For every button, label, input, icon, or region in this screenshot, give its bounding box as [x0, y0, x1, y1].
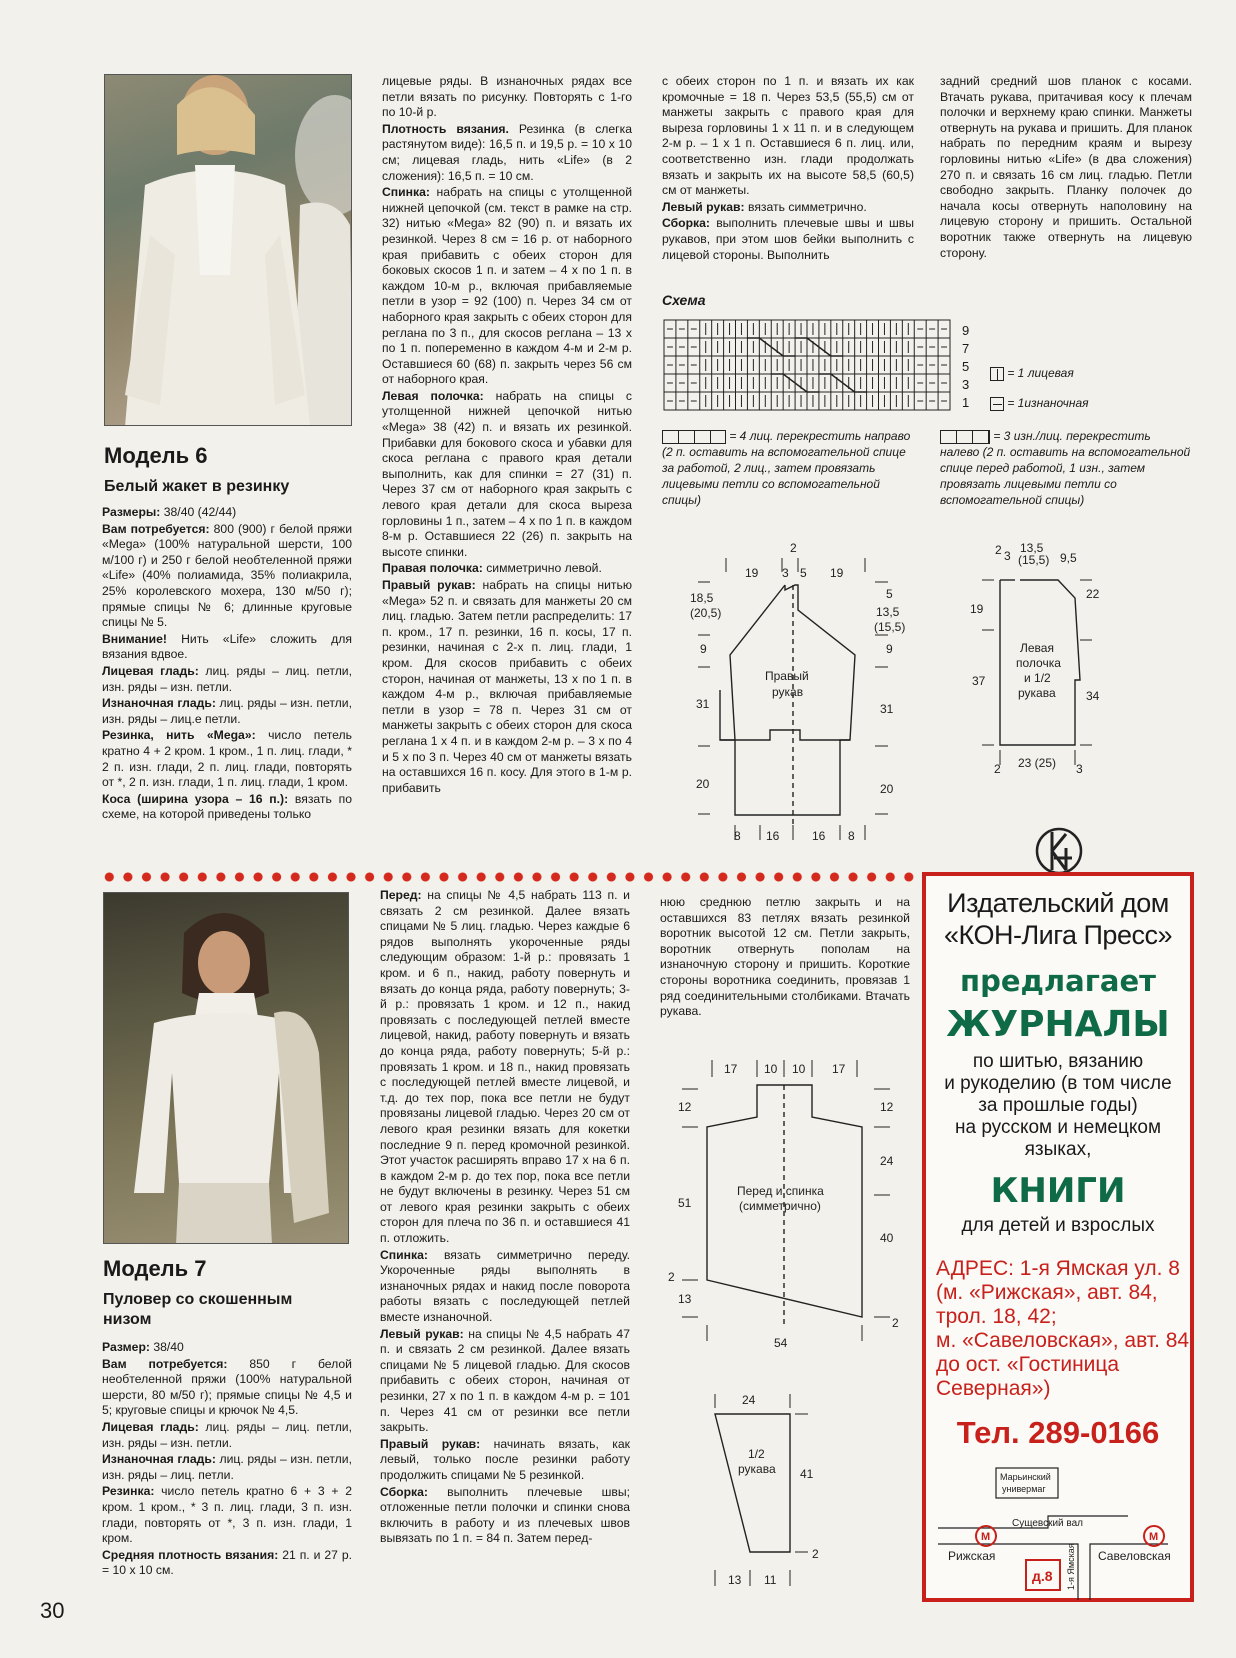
- sleeve7-right-2: 2: [812, 1547, 819, 1561]
- front-left-37: 37: [972, 674, 986, 688]
- m6c3-paragraph: Левый рукав: вязать симметрично.: [662, 199, 867, 214]
- m7c2-paragraph: Сборка: выполнить плечевые швы; отложенные петли полочки и спинки снова включить в работу и из плечевых швов вывязать по 1 п. = 84 п. Затем перед-: [380, 1484, 630, 1546]
- sleeve-left-31: 31: [696, 697, 710, 711]
- sleeve-top-3: 3: [782, 566, 789, 580]
- cross-right-icon: [662, 430, 726, 444]
- m7c1-paragraph: Средняя плотность вязания: 21 п. и 27 р. = 10 x 10 см.: [102, 1547, 352, 1578]
- m6c1-paragraph: Лицевая гладь: лиц. ряды – лиц. петли, изн. ряды – изн. петли.: [102, 663, 352, 694]
- sleeve7-bottom-13: 13: [728, 1573, 742, 1587]
- m6c1-paragraph: Резинка, нить «Mega»: число петель кратно 4 + 2 кром. 1 кром., 1 п. лиц. глади, * 2 п. изн. глади, 2 п. лиц. глади, повторять от *, 2 п. изн. глади, 1 п. лиц. глади, 1 кром.: [102, 728, 352, 790]
- ad-publisher-line1: Издательский дом: [947, 888, 1169, 918]
- map-house: д.8: [1032, 1568, 1053, 1584]
- m7c1-paragraph: Изнаночная гладь: лиц. ряды – изн. петли, изн. ряды – лиц. петли.: [102, 1452, 352, 1482]
- ad-books-for: для детей и взрослых: [961, 1215, 1155, 1236]
- legend-face-icon: [990, 367, 1004, 381]
- legend-purl-icon: [990, 397, 1004, 411]
- cable-chart: [662, 318, 962, 414]
- schema-row-5: 5: [962, 359, 970, 374]
- front-label-1: Левая: [1020, 641, 1054, 655]
- body-top-10-left: 10: [764, 1062, 778, 1076]
- model7-column-1: [102, 1340, 352, 1580]
- front-right-34: 34: [1086, 689, 1100, 703]
- schema-title: Схема: [662, 292, 706, 308]
- m6c2-paragraph: лицевые ряды. В изнаночных рядах все петли вязать по рисунку. Повторять с 1-го по 10-й р.: [382, 74, 632, 120]
- map-street-1: Сущевский вал: [1012, 1518, 1084, 1529]
- body-label-1: Перед и спинка: [737, 1184, 824, 1198]
- m6c2-paragraph: Спинка: набрать на спицы с утолщенной нижней цепочкой (см. текст в рамке на стр. 32) нитью «Mega» 82 (90) п. и вязать их резинкой. Через 8 см = 16 р. от наборного края прибавить с обеих сторон для боковых скосов 1 п. и затем – 4 x по 1 п. в каждом 10-м р., включая прибавляемые петли в узор = 92 (100) п. Через 34 см от наборного края закрыть с обеих сторон для реглана по 3 п., для скосов реглана – 13 x по 1 п. попеременно в каждом 4-м и 2-м р. Оставшиеся 60 (68) п. закрыть через 56 см от наборного края.: [382, 185, 632, 387]
- ad-books: КНИГИ: [990, 1171, 1126, 1211]
- front-left-19: 19: [970, 602, 984, 616]
- m7c3-paragraph: нюю среднюю петлю закрыть и на оставшихся 83 петлях вязать резинкой воротник высотой 12 см. Петли закрыть, воротник отвернуть пополам на изнаночную сторону и пришить. Короткие стороны воротника соединить, провязав 1 ряд соединительными столбиками. Втачать рукава.: [660, 895, 910, 1019]
- model7-subtitle: Пуловер со скошенным низом: [103, 1291, 293, 1328]
- sleeve-top-right-19: 19: [830, 566, 844, 580]
- body-top-17-left: 17: [724, 1062, 738, 1076]
- m7c1-paragraph: Размер: 38/40: [102, 1340, 184, 1354]
- model6-subtitle: Белый жакет в резинку: [104, 478, 290, 495]
- sleeve7-right-41: 41: [800, 1467, 814, 1481]
- model7-photo: [103, 892, 349, 1244]
- sleeve7-label-1: 1/2: [748, 1447, 765, 1461]
- m7c2-paragraph: Спинка: вязать симметрично переду. Укороченные ряды выполнять в изнаночных рядах и накид после поворота работы вязать с последующей петлей вместе изнаночной.: [380, 1247, 630, 1325]
- ad-address: АДРЕС: 1-я Ямская ул. 8 (м. «Рижская», авт. 84, трол. 18, 42; м. «Савеловская», авт. 84 до ост. «Гостиница Северная»): [936, 1257, 1190, 1400]
- legend-purl: = 1изнаночная: [990, 396, 1089, 411]
- sleeve7-bottom-11: 11: [764, 1573, 777, 1587]
- sleeve-right-13-5: 13,5: [876, 605, 900, 619]
- sleeve-right-31: 31: [880, 702, 894, 716]
- front-label-2: полочка: [1016, 656, 1061, 670]
- sleeve-left-9: 9: [700, 642, 707, 656]
- body-right-2: 2: [892, 1316, 899, 1330]
- sleeve-right-9: 9: [886, 642, 893, 656]
- front-top-15-5: (15,5): [1018, 553, 1050, 567]
- m7c2-paragraph: Левый рукав: на спицы № 4,5 набрать 47 п. и связать 2 см резинкой. Далее вязать спицами № 5 лицевой гладью. Для скосов прибавить с обеих сторон, начиная от резинки, 27 x по 1 п. в каждом 4-м р. = 101 п. Через 41 см от резинки все петли закрыть.: [380, 1326, 630, 1435]
- sleeve-bottom-8-right: 8: [848, 829, 855, 843]
- front-top-2: 2: [995, 543, 1002, 557]
- map-store-1: Марьинский: [1000, 1472, 1051, 1482]
- schema-row-7: 7: [962, 341, 970, 356]
- m6c1-paragraph: Размеры: 38/40 (42/44): [102, 505, 237, 519]
- m6c3-paragraph: с обеих сторон по 1 п. и вязать их как кромочные = 18 п. Через 53,5 (55,5) см от манжеты закрыть с правого края для выреза горловины 1 x 11 п. и в следующем 2-м р. – 1 x 1 п. Оставшиеся 6 п. лиц. или, соответственно изн. глади продолжать вязать и закрыть их на высоте 58,5 (60,5) см от манжеты.: [662, 74, 914, 198]
- m7c1-paragraph: Вам потребуется: 850 г белой необтеленной пряжи (100% натуральной шерсти, 80 м/50 г); прямые спицы № 4,5 и 5; круговые спицы и крючок № 4,5.: [102, 1356, 352, 1418]
- model7-photo-art: [104, 893, 349, 1244]
- model6-photo: [104, 74, 352, 426]
- sleeve-right-5: 5: [886, 587, 893, 601]
- m6c1-paragraph: Вам потребуется: 800 (900) г белой пряжи «Mega» (100% натуральной шерсти, 100 м/100 г) и 250 г белой необтеленной пряжи «Life» (40% полиамида, 35% полиакрила, 25% королевского мохера, 130 м/50 г); прямые спицы № 6; длинные круговые спицы № 5.: [102, 521, 353, 630]
- model7-title: Модель 7: [103, 1256, 207, 1281]
- ad-location-map: [928, 1464, 1190, 1604]
- schema-row-9: 9: [962, 323, 970, 338]
- body-left-51: 51: [678, 1196, 692, 1210]
- body-label-2: (симметрично): [739, 1199, 821, 1213]
- body-right-40: 40: [880, 1231, 894, 1245]
- body-left-13: 13: [678, 1292, 692, 1306]
- front-label-4: рукава: [1018, 686, 1056, 700]
- sleeve-left-18-5: 18,5: [690, 591, 714, 605]
- m6c1-paragraph: Внимание! Нить «Life» сложить для вязания вдвое.: [102, 631, 352, 662]
- m7c2-paragraph: Правый рукав: начинать вязать, как левый, только после резинки работу продолжить спицами № 5 резинкой.: [380, 1436, 630, 1482]
- model6-column-1: [102, 505, 352, 824]
- publisher-logo-icon: [1028, 818, 1090, 880]
- m6c1-paragraph: Изнаночная гладь: лиц. ряды – изн. петли, изн. ряды – лиц.е петли.: [102, 696, 352, 726]
- front-right-22: 22: [1086, 587, 1100, 601]
- model6-column-2: [382, 74, 632, 797]
- model6-column-3: [662, 74, 914, 264]
- model7-sleeve-diagram: [700, 1392, 840, 1592]
- model6-sleeve-diagram: [690, 540, 920, 850]
- schema-row-3: 3: [962, 377, 970, 392]
- map-metro-2: Савеловская: [1098, 1549, 1171, 1563]
- sleeve-right-20: 20: [880, 782, 894, 796]
- schema-row-numbers: [962, 322, 969, 412]
- publisher-ad: [922, 872, 1194, 1602]
- front-bottom-3: 3: [1076, 762, 1083, 776]
- front-bottom-2: 2: [994, 762, 1001, 776]
- m6c2-paragraph: Левая полочка: набрать на спицы с утолщенной нижней цепочкой нитью «Mega» 38 (42) п. и вязать их резинкой. Прибавки для бокового скоса и убавки для скоса реглана с правого края детали выполнить, как для спинки = 27 (31) п. Через 37 см от наборного края закрыть с левого края детали для скоса выреза горловины 1 п., затем – 4 x по 1 п. в каждом 8-м р. Оставшиеся 22 (26) п. закрыть на высоте спинки.: [382, 388, 632, 559]
- sleeve-top-2: 2: [790, 541, 797, 555]
- m7c1-paragraph: Лицевая гладь: лиц. ряды – лиц. петли, изн. ряды – изн. петли.: [102, 1419, 352, 1450]
- sleeve-bottom-16-left: 16: [766, 829, 780, 843]
- m6c2-paragraph: Плотность вязания. Резинка (в слегка растянутом виде): 16,5 п. и 19,5 р. = 10 x 10 см; лицевая гладь, нить «Life» (в 2 сложения): 16,5 п. = 10 см.: [382, 121, 632, 183]
- model6-photo-art: [105, 75, 352, 426]
- sleeve7-label-2: рукава: [738, 1462, 776, 1476]
- body-right-12: 12: [880, 1100, 894, 1114]
- m6c4-paragraph: задний средний шов планок с косами. Втачать рукава, притачивая косу к плечам полочки и верхнему краю спинки. Манжеты отвернуть на рукава и пришить. Для планок набрать по передним краям и вырезу горловины нитью «Life» (в два сложения) 270 п. и связать 16 см лиц. гладью. Петли свободно закрыть. Планку полочек до начала косы отвернуть наполовину на лицевую сторону и пришить. Остальной воротник также отвернуть на лицевую сторону.: [940, 74, 1192, 260]
- model7-column-3: [660, 895, 910, 1021]
- sleeve-top-left-19: 19: [745, 566, 759, 580]
- model7-column-2: [380, 888, 630, 1548]
- sleeve-bottom-16-right: 16: [812, 829, 826, 843]
- legend-face: = 1 лицевая: [990, 366, 1074, 381]
- body-bottom-54: 54: [774, 1336, 788, 1350]
- sleeve-left-20: 20: [696, 777, 710, 791]
- map-metro-symbol-1: М: [981, 1531, 991, 1543]
- front-top-13-5: 13,5: [1020, 541, 1044, 555]
- front-bottom-23-25: 23 (25): [1018, 756, 1057, 770]
- page-number: 30: [40, 1598, 65, 1623]
- map-metro-1: Рижская: [948, 1549, 996, 1563]
- cross-right-legend: = 4 лиц. перекрестить направо (2 п. оставить на вспомогательной спице за работой, 2 лиц., затем провязать лицевыми петли со вспомогательной спицы): [662, 429, 911, 507]
- sleeve-bottom-8-left: 8: [734, 829, 741, 843]
- sleeve-right-15-5: (15,5): [874, 620, 906, 634]
- ad-journals: ЖУРНАЛЫ: [946, 1004, 1170, 1045]
- m6c2-paragraph: Правая полочка: симметрично левой.: [382, 561, 602, 576]
- ad-phone: Тел. 289-0166: [956, 1415, 1160, 1450]
- ad-description: по шитью, вязанию и рукоделию (в том числе за прошлые годы) на русском и немецком языках,: [944, 1051, 1172, 1160]
- body-left-2: 2: [668, 1270, 675, 1284]
- sleeve7-top-24: 24: [742, 1393, 756, 1407]
- body-left-12: 12: [678, 1100, 692, 1114]
- model6-front-diagram: [960, 540, 1110, 780]
- model6-column-4: [940, 74, 1192, 262]
- body-top-17-right: 17: [832, 1062, 846, 1076]
- front-top-9-5: 9,5: [1060, 551, 1077, 565]
- cross-left-legend: = 3 изн./лиц. перекрестить налево (2 п. оставить на вспомогательной спице перед работой, 1 изн., затем провязать лицевыми петли со вспомогательной спицы): [940, 429, 1191, 507]
- m7c2-paragraph: Перед: на спицы № 4,5 набрать 113 п. и связать 2 см резинкой. Далее вязать спицами № 5 лиц. гладью. Через каждые 6 рядов выполнять укороченные ряды следующим образом: 1-й р.: провязать 1 кром. и 6 п., накид, работу повернуть и вязать до конца ряда, работу повернуть; 3-й р.: провязать 1 кром. и 12 п., накид провязать с последующей петлей вместе лицевой, накид, работу повернуть и вязать до конца ряда, работу повернуть; 5-й р.: провязать 1 кром. и 18 п., накид провязать с последующей петлей вместе лицевой, и т.д. до тех пор, пока все петли не будут провязаны лицевой гладью. Через 20 см от левого края резинки вязать для кокетки последние 9 п. перед кромочной резинкой. Этот участок расширять вправо 17 x на 6 п. в каждом 2-м р. до тех пор, пока все петли не будут включены в резинку. Через 51 см от левого края резинки закрыть с обеих сторон для плеча по 36 п. и оставшиеся 41 п. отложить.: [380, 888, 630, 1246]
- sleeve-top-5: 5: [800, 566, 807, 580]
- section-divider: [100, 870, 915, 884]
- m6c2-paragraph: Правый рукав: набрать на спицы нитью «Mega» 52 п. и связать для манжеты 20 см лиц. гладью. Затем петли распределить: 17 п. кром., 17 п. резинки, 16 п. косы, 17 п. резинки, начиная с 2-х п. лиц. глади, 1 кром. Для скосов прибавить с обеих сторон, начиная от манжеты, 13 x по 1 п. в каждом 4-м р., включая прибавляемые петли в узор = 78 п. Через 31 см от манжеты закрыть с обеих сторон для скоса реглана 1 x 4 п. и в каждом 2-м р. – 3 x по 4 и 5 x по 3 п. Через 40 см от манжеты вязать на оставшихся 16 п. косу. Для этого в 1-м р. прибавить: [382, 578, 632, 795]
- front-top-3: 3: [1004, 549, 1011, 563]
- map-metro-symbol-2: М: [1149, 1531, 1159, 1543]
- body-top-10-right: 10: [792, 1062, 806, 1076]
- body-right-24: 24: [880, 1154, 894, 1168]
- sleeve-left-20-5: (20,5): [690, 606, 722, 620]
- m6c1-paragraph: Коса (ширина узора – 16 п.): вязать по схеме, на которой приведены только: [102, 791, 352, 822]
- m6c3-paragraph: Сборка: выполнить плечевые швы и швы рукавов, при этом шов бейки выполнить с лицевой стороны. Выполнить: [662, 216, 914, 262]
- cross-left-icon: [940, 430, 990, 444]
- map-street-2: 1-я Ямская: [1066, 1543, 1076, 1590]
- model6-title: Модель 6: [104, 443, 208, 468]
- ad-publisher-line2: «КОН-Лига Пресс»: [944, 920, 1172, 950]
- sleeve-label-1: Правый: [765, 669, 809, 683]
- front-label-3: и 1/2: [1024, 671, 1051, 685]
- ad-offer: предлагает: [960, 964, 1156, 998]
- map-store-2: универмаг: [1002, 1484, 1046, 1494]
- sleeve-label-2: рукав: [772, 685, 804, 699]
- m7c1-paragraph: Резинка: число петель кратно 6 + 3 + 2 кром. 1 кром., * 3 п. лиц. глади, 3 п. изн. глади, повторять от *, 3 п. изн. глади, 1 кром.: [102, 1484, 352, 1546]
- schema-row-1: 1: [962, 395, 970, 410]
- model7-body-diagram: [662, 1055, 912, 1355]
